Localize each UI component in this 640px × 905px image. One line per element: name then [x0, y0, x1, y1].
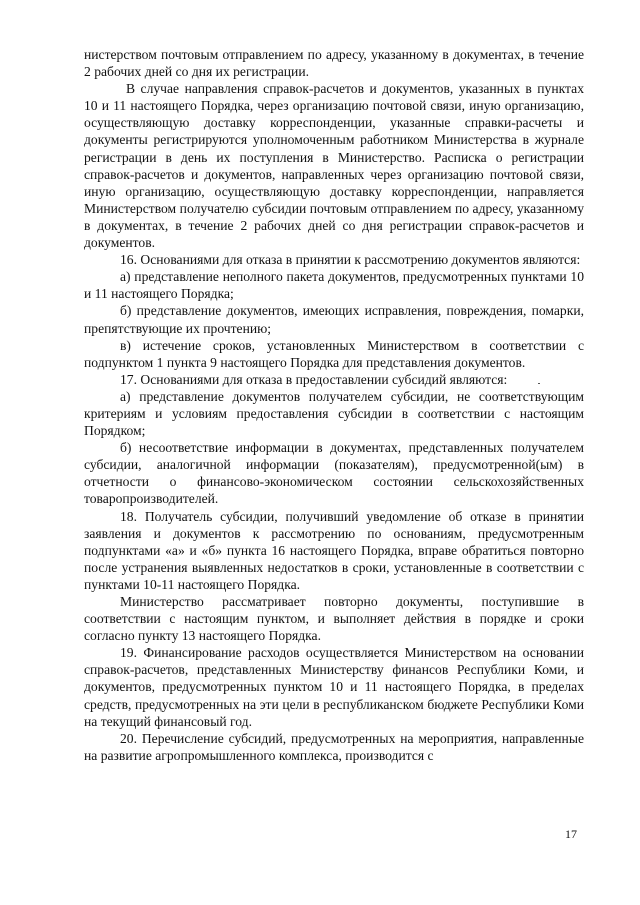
document-body: [84, 46, 584, 764]
page-number: 17: [565, 827, 577, 841]
paragraph-mail-registration: В случае направления справок-расчетов и документов, указанных в пунктах 10 и 11 настоящего Порядка, через организацию почтовой связи, иную организацию, осуществляющую доставку корреспонденции, указанные справки-расчеты и документы регистрируются уполномоченным работником Министерства в журнале регистрации в день их поступления в Министерство. Расписка о регистрации справок-расчетов и документов, направленных через организацию почтовой связи, иную организацию, осуществляющую доставку корреспонденции, направляется Министерством получателю субсидии почтовым отправлением по адресу, указанному в документах, в течение 2 рабочих дней со дня регистрации справок-расчетов и документов.: [84, 81, 584, 251]
paragraph-16-a: а) представление неполного пакета документов, предусмотренных пунктами 10 и 11 настоящего Порядка;: [84, 269, 584, 302]
paragraph-18-ministry: Министерство рассматривает повторно документы, поступившие в соответствии с настоящим пунктом, и выполняет действия в порядке и сроки согласно пункту 13 настоящего Порядка.: [84, 594, 584, 644]
paragraph-19: 19. Финансирование расходов осуществляется Министерством на основании справок-расчетов, представленных Министерству финансов Республики Коми, и документов, предусмотренных пунктом 10 и 11 настоящего Порядка, в пределах средств, предусмотренных на эти цели в республиканском бюджете Республики Коми на текущий финансовый год.: [84, 645, 584, 729]
paragraph-20: 20. Перечисление субсидий, предусмотренных на мероприятия, направленные на развитие агропромышленного комплекса, производится с: [84, 730, 584, 763]
paragraph-17-b: б) несоответствие информации в документах, представленных получателем субсидии, аналогичной информации (показателям), предусмотренной(ым) в отчетности о финансово-экономическом состоянии сельскохозяйственных товаропроизводителей.: [84, 440, 584, 507]
paragraph-16-c: в) истечение сроков, установленных Министерством в соответствии с подпунктом 1 пункта 9 настоящего Порядка для представления документов.: [84, 337, 584, 370]
paragraph-continuation: нистерством почтовым отправлением по адресу, указанному в документах, в течение 2 рабочих дней со дня их регистрации.: [84, 47, 584, 80]
paragraph-16-heading: 16. Основаниями для отказа в принятии к рассмотрению документов являются:: [120, 252, 581, 268]
paragraph-18: 18. Получатель субсидии, получивший уведомление об отказе в принятии заявления и документов к рассмотрению по основаниям, предусмотренным подпунктами «а» и «б» пункта 16 настоящего Порядка, вправе обратиться повторно после устранения выявленных недостатков в сроки, установленные в соответствии с пунктами 10-11 настоящего Порядка.: [84, 508, 584, 592]
paragraph-16-b: б) представление документов, имеющих исправления, повреждения, помарки, препятствующие их прочтению;: [84, 303, 584, 336]
paragraph-17-heading: 17. Основаниями для отказа в предоставлении субсидий являются:: [120, 371, 508, 387]
paragraph-17-a: а) представление документов получателем субсидии, не соответствующим критериям и условиям предоставления субсидии в соответствии с настоящим Порядком;: [84, 388, 584, 439]
scan-speck: [538, 383, 540, 384]
